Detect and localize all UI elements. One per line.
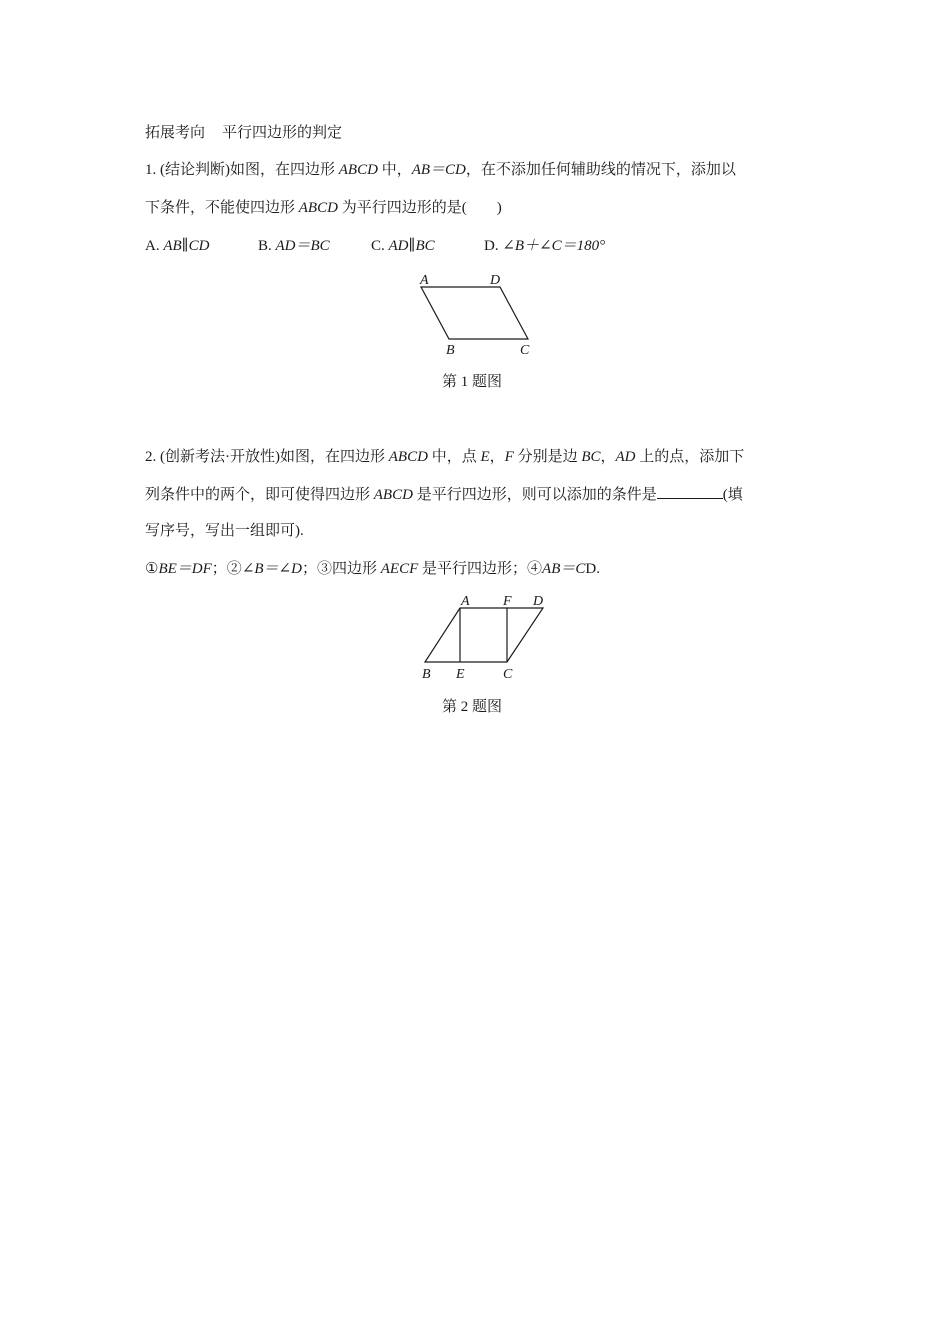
q2-text: 写序号，写出一组即可). [145, 523, 304, 539]
section-label: 拓展考向 [145, 125, 206, 141]
q2-math: E [480, 449, 490, 465]
q2-number: 2. [145, 449, 157, 465]
q1-math: ABCD [298, 200, 338, 216]
condition-number: ① [145, 561, 159, 577]
condition-text: 四边形 [331, 561, 381, 577]
q2-math: ABCD [373, 487, 413, 503]
option-key: D. [484, 238, 503, 254]
condition-text: BE＝DF [158, 561, 212, 577]
q1-options [145, 236, 605, 256]
option-text: AD＝BC [275, 238, 330, 254]
condition-1 [145, 561, 227, 577]
parallelogram-shape [421, 287, 528, 339]
q2-line-2 [145, 484, 743, 505]
condition-number: ② [226, 561, 242, 577]
q2-line-1 [145, 447, 744, 467]
answer-blank[interactable] [657, 484, 723, 499]
separator: ； [512, 561, 528, 577]
option-key: A. [145, 238, 164, 254]
q2-text: 中，点 [427, 449, 481, 465]
separator: ； [211, 561, 227, 577]
q2-text: ， [600, 449, 616, 465]
condition-math: AECF [380, 561, 419, 577]
q2-text: ， [489, 449, 505, 465]
vertex-label-d: D [533, 594, 544, 609]
option-text: ∠B＋∠C＝180° [502, 238, 606, 254]
q2-text: 是平行四边形，则可以添加的条件是 [412, 487, 657, 503]
q1-text: ，在不添加任何辅助线的情况下，添加以 [465, 162, 736, 178]
parallelogram-shape [425, 608, 543, 662]
q2-line-3 [145, 521, 304, 541]
vertex-label-c: C [520, 343, 530, 358]
option-key: B. [258, 238, 276, 254]
q1-math: ABCD [338, 162, 378, 178]
q1-text: 如图，在四边形 [230, 162, 339, 178]
option-key: C. [371, 238, 389, 254]
q1-number: 1. [145, 162, 157, 178]
section-heading [145, 123, 342, 143]
q2-math: F [504, 449, 514, 465]
condition-number: ③ [316, 561, 332, 577]
q1-figure-caption: 第 1 题图 [442, 374, 503, 390]
vertex-label-c: C [503, 667, 513, 682]
condition-text: ∠B＝∠D [241, 561, 302, 577]
q1-option-d [484, 236, 605, 256]
q1-option-c [371, 236, 484, 256]
q2-text: 列条件中的两个，即可使得四边形 [145, 487, 374, 503]
q1-math: AB＝CD [411, 162, 466, 178]
q2-math: BC [581, 449, 601, 465]
q2-figure-caption: 第 2 题图 [442, 699, 503, 715]
q2-tag: (创新考法·开放性) [160, 449, 280, 465]
vertex-label-e: E [456, 667, 465, 682]
vertex-label-b: B [446, 343, 455, 358]
condition-text: AB＝C [542, 561, 586, 577]
q2-text: 上的点，添加下 [635, 449, 745, 465]
condition-4 [527, 561, 600, 577]
q1-option-b [258, 236, 371, 256]
q1-line-1 [145, 160, 736, 180]
q2-math: AD [615, 449, 636, 465]
q1-option-a [145, 236, 258, 256]
q2-math: ABCD [388, 449, 428, 465]
vertex-label-a: A [461, 594, 470, 609]
q1-text: 中， [377, 162, 412, 178]
q1-text: ) [496, 200, 502, 216]
condition-number: ④ [527, 561, 543, 577]
option-text: AB∥CD [163, 238, 210, 254]
q1-text: 为平行四边形的是( [337, 200, 467, 216]
q2-text: (填 [722, 487, 743, 503]
separator: ； [301, 561, 317, 577]
q2-text: 分别是边 [513, 449, 582, 465]
q1-figure-parallelogram [400, 265, 550, 365]
q1-tag: (结论判断) [160, 162, 230, 178]
condition-text: 是平行四边形 [418, 561, 513, 577]
q2-text: 如图，在四边形 [280, 449, 389, 465]
condition-3 [317, 561, 527, 577]
q2-conditions [145, 559, 600, 579]
condition-2 [227, 561, 317, 577]
q1-line-2 [145, 198, 502, 218]
vertex-label-a: A [420, 273, 429, 288]
q1-text: 下条件，不能使四边形 [145, 200, 299, 216]
condition-text: D. [585, 561, 600, 577]
q2-figure-parallelogram [410, 588, 560, 688]
vertex-label-d: D [490, 273, 501, 288]
option-text: AD∥BC [388, 238, 435, 254]
vertex-label-b: B [422, 667, 431, 682]
section-title: 平行四边形的判定 [222, 125, 343, 141]
vertex-label-f: F [503, 594, 512, 609]
